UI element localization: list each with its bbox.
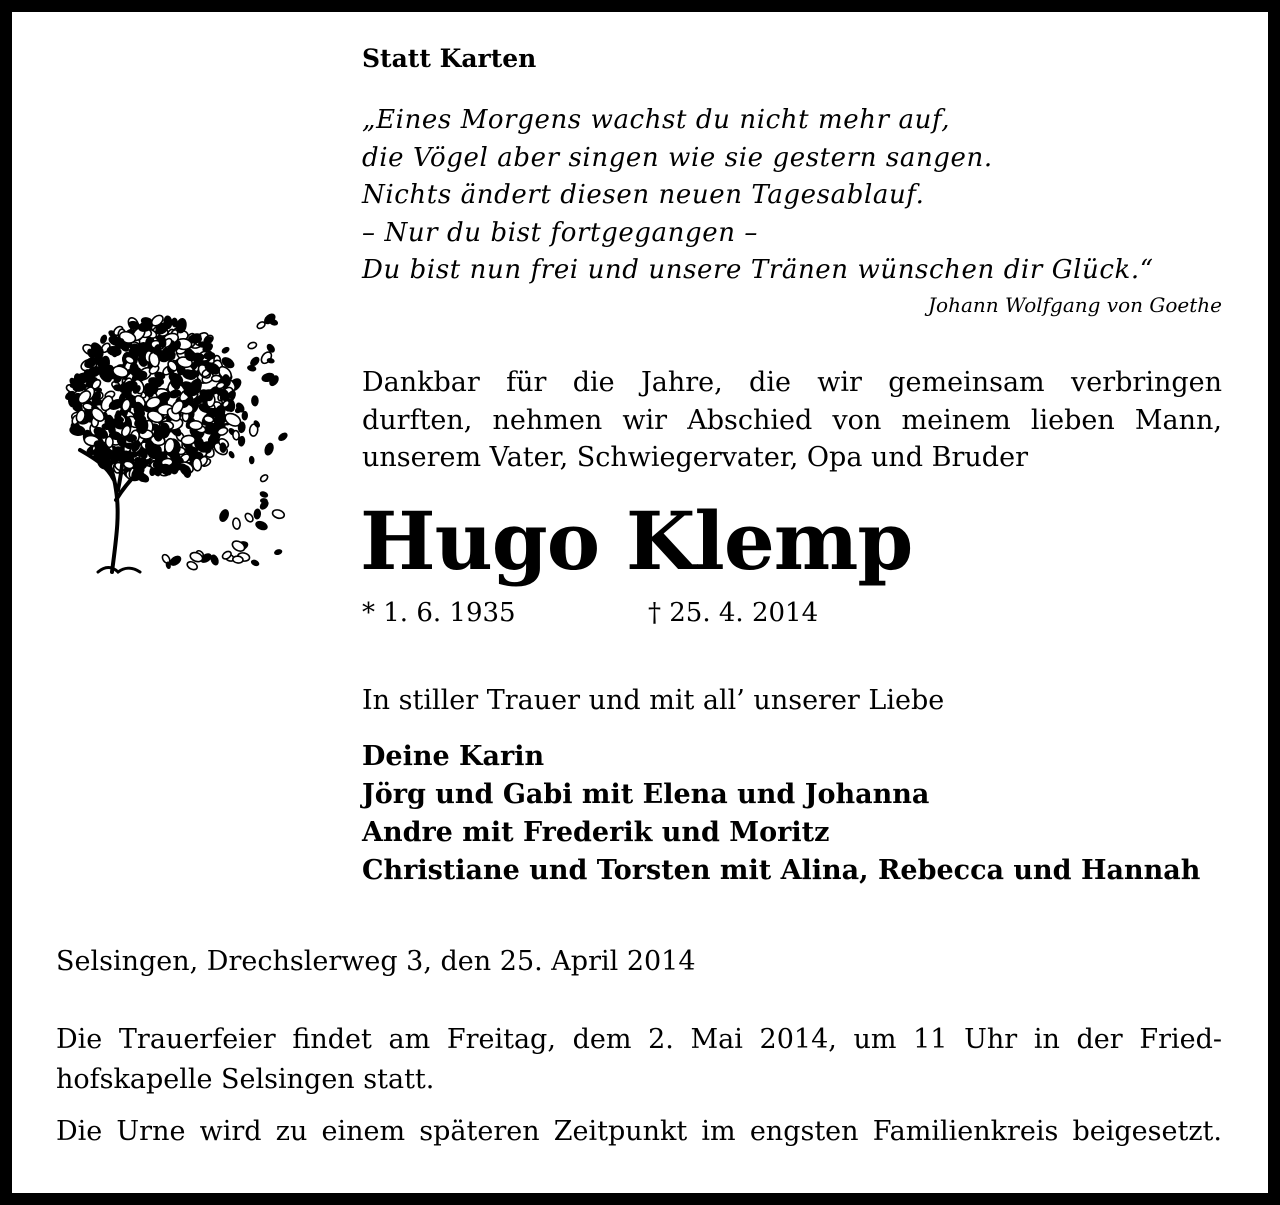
poem-line: – Nur du bist fortgegangen – xyxy=(362,217,759,248)
poem-line: Nichts ändert diesen neuen Tagesablauf. xyxy=(362,180,925,210)
poem-author: Johann Wolfgang von Goethe xyxy=(928,293,1222,317)
leaf xyxy=(250,558,260,567)
leaf xyxy=(181,435,196,446)
leaf xyxy=(232,556,243,564)
poem-line: Du bist nun frei und unsere Tränen wünschen dir Glück.“ xyxy=(362,255,1154,285)
ceremony-info xyxy=(56,1020,1222,1100)
leaf xyxy=(259,490,269,499)
thanks-line: Dankbar für die Jahre, die wir gemeinsam verbringen xyxy=(362,367,1222,398)
leaf xyxy=(247,341,257,349)
thanks-paragraph xyxy=(362,364,1222,477)
place-date: Selsingen, Drechslerweg 3, den 25. April 2014 xyxy=(56,946,696,977)
leaf xyxy=(263,441,276,456)
intro-heading: Statt Karten xyxy=(362,44,537,73)
poem-line: „Eines Morgens wachst du nicht mehr auf, xyxy=(362,105,951,135)
leaf xyxy=(231,539,247,553)
deceased-name: Hugo Klemp xyxy=(360,494,913,588)
poem xyxy=(362,102,1222,290)
leaf xyxy=(249,456,255,465)
family-member: Jörg und Gabi mit Elena und Johanna xyxy=(362,779,930,810)
family-member: Andre mit Frederik und Moritz xyxy=(362,817,830,848)
leaf xyxy=(273,548,283,556)
leaf xyxy=(253,508,261,520)
death-date: † 25. 4. 2014 xyxy=(648,598,819,628)
family-list xyxy=(362,738,1200,890)
leaf xyxy=(254,519,269,532)
leaf xyxy=(244,512,255,523)
leaf xyxy=(277,431,290,443)
windblown-tree-icon xyxy=(50,290,290,580)
leaf xyxy=(227,450,235,459)
leaf xyxy=(259,474,269,483)
leaf xyxy=(251,395,259,406)
thanks-line: durften, nehmen wir Abschied von meinem lieben Mann, xyxy=(362,404,1222,436)
leaf xyxy=(232,518,240,530)
poem-line: die Vögel aber singen wie sie gestern sangen. xyxy=(362,142,993,173)
leaf xyxy=(217,508,230,524)
family-member: Christiane und Torsten mit Alina, Rebecca und Hannah xyxy=(362,855,1201,886)
leaf xyxy=(189,420,203,429)
mourning-line: In stiller Trauer und mit all’ unserer Liebe xyxy=(362,685,945,716)
urn-info: Die Urne wird zu einem späteren Zeitpunkt im engsten Familienkreis beigesetzt. xyxy=(56,1116,1222,1147)
leaf xyxy=(220,345,230,355)
ceremony-line: Die Trauerfeier findet am Freitag, dem 2. Mai 2014, um 11 Uhr in der Fried- xyxy=(56,1024,1222,1055)
leaf xyxy=(232,430,239,440)
thanks-line: unserem Vater, Schwiegervater, Opa und Bruder xyxy=(362,442,1028,473)
ceremony-line: hofskapelle Selsingen statt. xyxy=(56,1064,435,1095)
leaf xyxy=(271,509,285,520)
family-member: Deine Karin xyxy=(362,741,545,772)
birth-date: * 1. 6. 1935 xyxy=(362,598,516,628)
